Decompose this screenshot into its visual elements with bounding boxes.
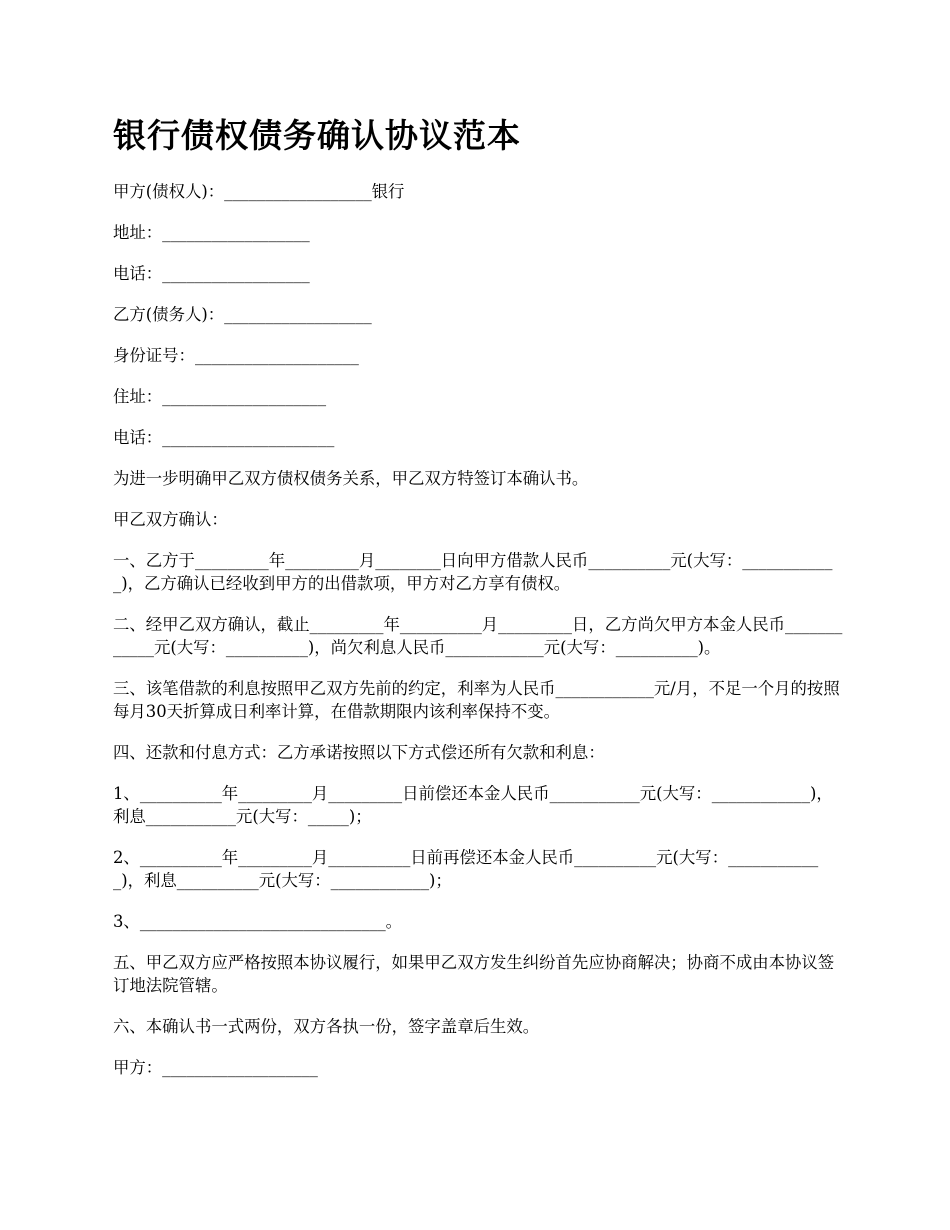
preamble: 为进一步明确甲乙双方债权债务关系，甲乙双方特签订本确认书。 bbox=[113, 469, 589, 488]
confirmation-heading: 甲乙双方确认： bbox=[113, 510, 228, 529]
clause-2: 二、经甲乙双方确认，截止_________年__________月_________日，乙方尚欠甲方本金人民币____________元(大写：__________)，尚欠利息人民币____________元(大写：__________)。 bbox=[113, 615, 843, 657]
debtor-id-line: 身份证号：____________________ bbox=[113, 346, 359, 365]
clause-3: 三、该笔借款的利息按照甲乙双方先前的约定，利率为人民币____________元/月，不足一个月的按照每月30天折算成日利率计算，在借款期限内该利率保持不变。 bbox=[113, 679, 840, 721]
creditor-phone-line: 电话：__________________ bbox=[113, 264, 310, 283]
repayment-item-2: 2、__________年_________月__________日前再偿还本金人民币__________元(大写：____________)，利息__________元(大写：____________)； bbox=[113, 848, 819, 890]
clause-1: 一、乙方于_________年_________月________日向甲方借款人民币__________元(大写：____________)，乙方确认已经收到甲方的出借款项，甲方对乙方享有债权。 bbox=[113, 551, 833, 593]
creditor-line: 甲方(债权人)：__________________银行 bbox=[113, 182, 405, 201]
document-page bbox=[113, 112, 843, 1097]
clause-4: 四、还款和付息方式：乙方承诺按照以下方式偿还所有欠款和利息： bbox=[113, 743, 605, 762]
repayment-item-3: 3、______________________________。 bbox=[113, 912, 403, 931]
creditor-address-line: 地址：__________________ bbox=[113, 223, 310, 242]
debtor-phone-line: 电话：_____________________ bbox=[113, 428, 335, 447]
repayment-item-1: 1、__________年_________月_________日前偿还本金人民币___________元(大写：____________)，利息___________元(大写：_____)； bbox=[113, 784, 833, 826]
debtor-residence-line: 住址：____________________ bbox=[113, 387, 327, 406]
clause-6: 六、本确认书一式两份，双方各执一份，签字盖章后生效。 bbox=[113, 1017, 540, 1036]
debtor-line: 乙方(债务人)：__________________ bbox=[113, 305, 372, 324]
clause-5: 五、甲乙双方应严格按照本协议履行，如果甲乙双方发生纠纷首先应协商解决；协商不成由本协议签订地法院管辖。 bbox=[113, 953, 835, 995]
party-a-signature-line: 甲方：___________________ bbox=[113, 1058, 318, 1077]
document-title: 银行债权债务确认协议范本 bbox=[113, 116, 521, 155]
